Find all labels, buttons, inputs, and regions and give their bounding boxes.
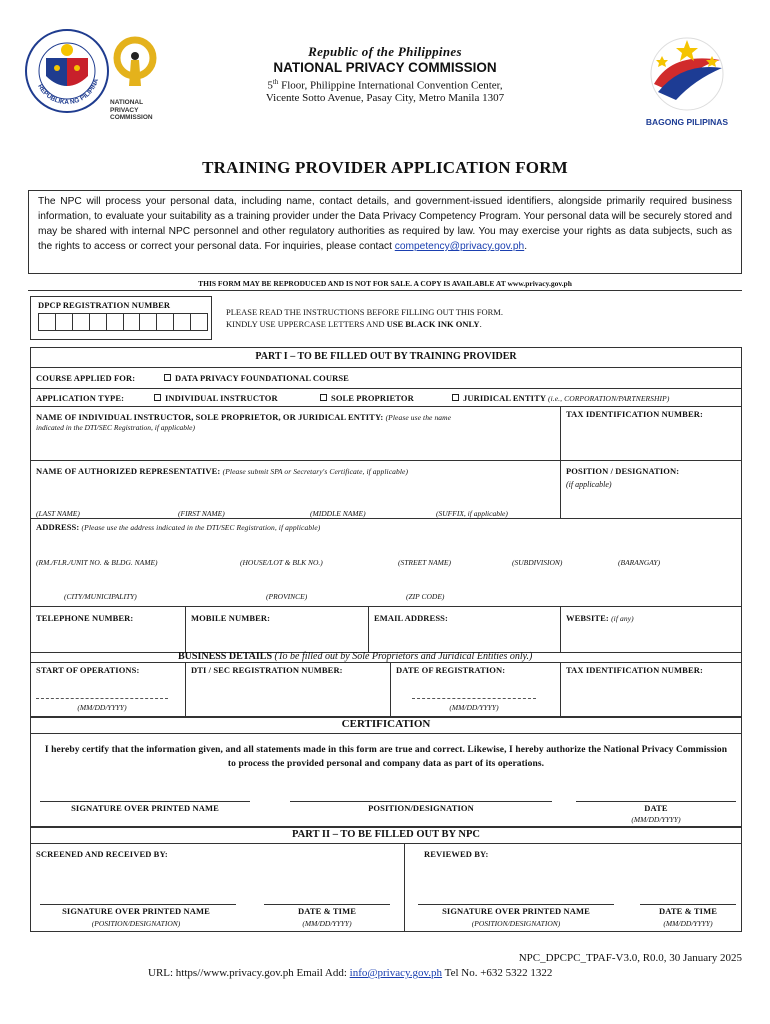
start-operations-label: START OF OPERATIONS: bbox=[36, 665, 140, 675]
reviewed-date-label: DATE & TIME bbox=[659, 906, 717, 916]
footer-email-link[interactable]: info@privacy.gov.ph bbox=[349, 967, 443, 979]
business-note: (To be filled out by Sole Proprietors and Juridical Entities only.) bbox=[274, 651, 533, 662]
part2-title: PART II – TO BE FILLED OUT BY NPC bbox=[292, 829, 480, 840]
application-type-label: APPLICATION TYPE: bbox=[36, 393, 125, 403]
middle-name-caption: (MIDDLE NAME) bbox=[310, 509, 366, 518]
checkbox[interactable] bbox=[164, 374, 171, 381]
type-individual-option[interactable] bbox=[154, 393, 278, 403]
cert-position-label: POSITION/DESIGNATION bbox=[368, 803, 474, 813]
type-individual-label: INDIVIDUAL INSTRUCTOR bbox=[165, 393, 278, 403]
dti-sec-input[interactable] bbox=[190, 678, 386, 712]
start-ops-date-format: (MM/DD/YYYY) bbox=[77, 703, 127, 712]
address-line1-input[interactable] bbox=[36, 534, 736, 556]
position-note: (if applicable) bbox=[566, 480, 612, 489]
screened-date-format: (MM/DD/YYYY) bbox=[302, 919, 352, 928]
barangay-caption: (BARANGAY) bbox=[618, 558, 661, 567]
checkbox[interactable] bbox=[320, 394, 327, 401]
address-line2-input[interactable] bbox=[36, 570, 736, 590]
reviewed-position-caption: (POSITION/DESIGNATION) bbox=[471, 919, 561, 928]
instr2-bold: USE BLACK INK ONLY bbox=[386, 319, 480, 329]
telephone-label: TELEPHONE NUMBER: bbox=[36, 613, 134, 623]
agency-name: NATIONAL PRIVACY COMMISSION bbox=[273, 60, 497, 75]
position-label: POSITION / DESIGNATION: bbox=[566, 466, 680, 476]
start-ops-input[interactable] bbox=[36, 678, 176, 698]
first-name-caption: (FIRST NAME) bbox=[178, 509, 225, 518]
screened-position-caption: (POSITION/DESIGNATION) bbox=[91, 919, 181, 928]
certification-title: CERTIFICATION bbox=[341, 718, 431, 730]
reviewed-date-format: (MM/DD/YYYY) bbox=[663, 919, 713, 928]
entity-name-input[interactable] bbox=[36, 434, 554, 456]
tin2-label: TAX IDENTIFICATION NUMBER: bbox=[566, 665, 703, 675]
type-juridical-note: (i.e., CORPORATION/PARTNERSHIP) bbox=[548, 394, 670, 403]
zip-caption: (ZIP CODE) bbox=[406, 592, 445, 601]
mobile-input[interactable] bbox=[189, 626, 365, 650]
website-label bbox=[566, 613, 634, 623]
screened-signature-label: SIGNATURE OVER PRINTED NAME bbox=[62, 906, 210, 916]
website-note: (if any) bbox=[611, 614, 634, 623]
footer-contact bbox=[148, 967, 552, 979]
course-option-label: DATA PRIVACY FOUNDATIONAL COURSE bbox=[175, 373, 349, 383]
tin2-input[interactable] bbox=[566, 678, 738, 712]
instruction-line1: PLEASE READ THE INSTRUCTIONS BEFORE FILLING OUT THIS FORM. bbox=[226, 307, 503, 317]
city-caption: (CITY/MUNICIPALITY) bbox=[64, 592, 137, 601]
form-title: TRAINING PROVIDER APPLICATION FORM bbox=[202, 158, 568, 177]
type-juridical-label: JURIDICAL ENTITY bbox=[463, 393, 546, 403]
type-sole-option[interactable] bbox=[320, 393, 414, 403]
screened-field[interactable] bbox=[36, 862, 398, 902]
street-caption: (STREET NAME) bbox=[398, 558, 451, 567]
addr-post: Floor, Philippine International Convention Center, bbox=[278, 79, 503, 92]
certification-text: I hereby certify that the information given, and all statements made in this form are true and correct. Likewise, I hereby authorize the National Privacy Commission to process the provided personal and company data as part of its operations. bbox=[44, 745, 728, 769]
agency-address-line1 bbox=[200, 78, 570, 92]
privacy-notice-box bbox=[28, 190, 742, 274]
date-registration-label: DATE OF REGISTRATION: bbox=[396, 665, 506, 675]
authorized-rep-label bbox=[36, 466, 408, 476]
entity-name-note1: (Please use the name bbox=[385, 413, 452, 422]
agency-address-line2: Vicente Sotto Avenue, Pasay City, Metro Manila 1307 bbox=[265, 92, 505, 104]
instr2-pre: KINDLY USE UPPERCASE LETTERS AND bbox=[226, 319, 387, 329]
email-input[interactable] bbox=[372, 626, 557, 650]
reviewed-field[interactable] bbox=[410, 862, 736, 902]
course-applied-label: COURSE APPLIED FOR: bbox=[36, 373, 136, 383]
last-name-caption: (LAST NAME) bbox=[36, 509, 80, 518]
date-registration-input[interactable] bbox=[410, 678, 540, 698]
tin-label: TAX IDENTIFICATION NUMBER: bbox=[566, 409, 703, 419]
addr-pre: 5 bbox=[267, 79, 273, 92]
entity-name-label bbox=[36, 412, 451, 422]
footer-url-text: URL: https//www.privacy.gov.ph Email Add: bbox=[148, 967, 350, 979]
address-label bbox=[36, 522, 320, 532]
divider bbox=[28, 290, 742, 291]
competency-email-link[interactable]: competency@privacy.gov.ph bbox=[394, 241, 525, 252]
instr2-end: . bbox=[479, 319, 482, 329]
business-title: BUSINESS DETAILS bbox=[178, 651, 273, 662]
cert-date-label: DATE bbox=[644, 803, 668, 813]
position-input[interactable] bbox=[566, 492, 736, 516]
screened-label: SCREENED AND RECEIVED BY: bbox=[36, 849, 168, 859]
mobile-label: MOBILE NUMBER: bbox=[191, 613, 271, 623]
entity-name-note2: indicated in the DTI/SEC Registration, if applicable) bbox=[36, 423, 195, 432]
reproduce-note: THIS FORM MAY BE REPRODUCED AND IS NOT FOR SALE. A COPY IS AVAILABLE AT www.privacy.gov.ph bbox=[198, 279, 572, 288]
type-juridical-option[interactable] bbox=[452, 393, 669, 403]
footer-tel: Tel No. +632 5322 1322 bbox=[442, 967, 553, 979]
reviewed-label: REVIEWED BY: bbox=[424, 849, 489, 859]
website-input[interactable] bbox=[564, 626, 738, 650]
checkbox[interactable] bbox=[154, 394, 161, 401]
seal-ring-text: REPUBLIKA NG PILIPINA bbox=[36, 77, 101, 107]
subdivision-caption: (SUBDIVISION) bbox=[512, 558, 563, 567]
reg-date-format: (MM/DD/YYYY) bbox=[449, 703, 499, 712]
ph-seal-logo bbox=[24, 28, 110, 114]
republic-text: Republic of the Philippines bbox=[308, 44, 462, 59]
npc-logo-text: NATIONAL PRIVACY COMMISSION bbox=[110, 99, 153, 121]
suffix-caption: (SUFFIX, if applicable) bbox=[436, 509, 508, 518]
website-label-text: WEBSITE: bbox=[566, 613, 609, 623]
address-note: (Please use the address indicated in the DTI/SEC Registration, if applicable) bbox=[81, 523, 321, 532]
type-sole-label: SOLE PROPRIETOR bbox=[331, 393, 414, 403]
cert-signature-field[interactable] bbox=[40, 776, 250, 800]
rm-caption: (RM./FLR./UNIT NO. & BLDG. NAME) bbox=[36, 558, 158, 567]
telephone-input[interactable] bbox=[34, 626, 182, 650]
bagong-pilipinas-logo bbox=[632, 34, 742, 127]
house-caption: (HOUSE/LOT & BLK NO.) bbox=[240, 558, 323, 567]
checkbox[interactable] bbox=[452, 394, 459, 401]
dpcp-registration-label: DPCP REGISTRATION NUMBER bbox=[38, 300, 171, 310]
bagong-pilipinas-text: BAGONG PILIPINAS bbox=[645, 117, 729, 127]
authorized-rep-note: (Please submit SPA or Secretary's Certificate, if applicable) bbox=[222, 467, 409, 476]
authorized-rep-input[interactable] bbox=[36, 478, 554, 506]
province-caption: (PROVINCE) bbox=[266, 592, 308, 601]
course-option-foundational[interactable] bbox=[164, 373, 349, 383]
dti-sec-label: DTI / SEC REGISTRATION NUMBER: bbox=[191, 665, 343, 675]
cert-position-field[interactable] bbox=[290, 776, 552, 800]
instruction-line2 bbox=[226, 319, 482, 329]
reviewed-signature-label: SIGNATURE OVER PRINTED NAME bbox=[442, 906, 590, 916]
business-details-heading bbox=[178, 651, 532, 662]
dpcp-registration-input[interactable] bbox=[38, 313, 208, 331]
cert-signature-label: SIGNATURE OVER PRINTED NAME bbox=[71, 803, 219, 813]
screened-date-label: DATE & TIME bbox=[298, 906, 356, 916]
address-label-text: ADDRESS: bbox=[36, 522, 80, 532]
part1-title: PART I – TO BE FILLED OUT BY TRAINING PROVIDER bbox=[255, 351, 517, 362]
entity-name-label-text: NAME OF INDIVIDUAL INSTRUCTOR, SOLE PROPRIETOR, OR JURIDICAL ENTITY: bbox=[36, 412, 384, 422]
privacy-notice-text: The NPC will process your personal data, including name, contact details, and government-issued identifiers, alongside primarily required business information, to evaluate your suitability as a training provider under the Data Privacy Competency Program. Your personal data will be securely stored and may be shared with internal NPC personnel and other regulatory authorities as required by law. You may exercise your rights as data subjects, such as the rights to access or correct your personal data. For inquiries, please contact bbox=[38, 196, 732, 252]
npc-logo bbox=[110, 34, 160, 124]
privacy-notice-end: . bbox=[524, 241, 528, 252]
addr-sup: th bbox=[272, 78, 279, 86]
cert-date-field[interactable] bbox=[576, 776, 736, 800]
document-code: NPC_DPCPC_TPAF-V3.0, R0.0, 30 January 2025 bbox=[518, 952, 742, 964]
cert-date-format: (MM/DD/YYYY) bbox=[631, 815, 681, 824]
tin-input[interactable] bbox=[566, 422, 736, 456]
authorized-rep-label-text: NAME OF AUTHORIZED REPRESENTATIVE: bbox=[36, 466, 221, 476]
email-label: EMAIL ADDRESS: bbox=[374, 613, 448, 623]
